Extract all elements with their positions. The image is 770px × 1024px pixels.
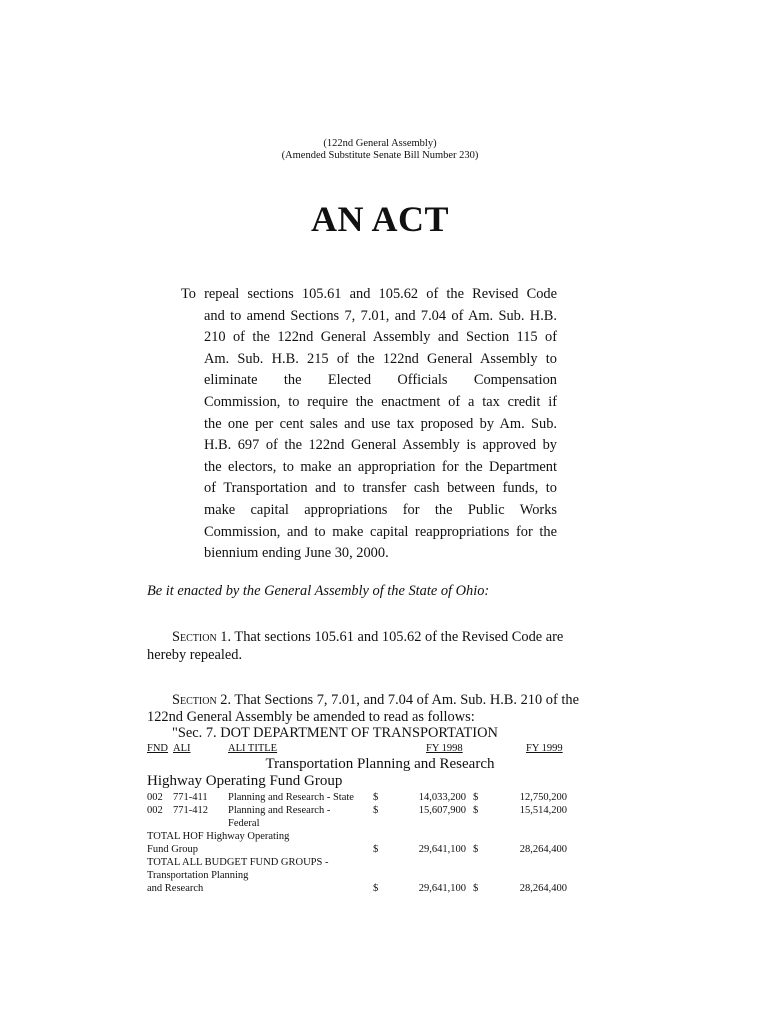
row-fy1998-value: 14,033,200 xyxy=(418,792,466,803)
row-ali: 771-412 xyxy=(173,805,208,816)
table-subheading: Transportation Planning and Research xyxy=(265,756,495,772)
row-fy1999-value: 15,514,200 xyxy=(519,805,567,816)
col-header-ali: ALI xyxy=(173,743,191,754)
row-currency: $ xyxy=(473,805,479,816)
total-currency: $ xyxy=(473,883,479,894)
act-purpose xyxy=(181,284,557,565)
act-title: AN ACT xyxy=(310,199,450,239)
row-currency: $ xyxy=(373,792,379,803)
total-all-label-cont: and Research xyxy=(147,883,204,894)
total-all-label-cont: Transportation Planning xyxy=(147,870,249,881)
col-header-ali-title: ALI TITLE xyxy=(228,743,278,754)
row-fy1998-value: 15,607,900 xyxy=(418,805,466,816)
purpose-line: H.B. 697 of the 122nd General Assembly is approved by xyxy=(204,437,557,454)
section-label: Section xyxy=(172,629,217,645)
row-currency: $ xyxy=(473,792,479,803)
purpose-line: make capital appropriations for the Public Works xyxy=(204,501,557,518)
purpose-line: and to amend Sections 7, 7.01, and 7.04 of Am. Sub. H.B. xyxy=(204,307,557,324)
total-currency: $ xyxy=(373,844,379,855)
total-hof-label: TOTAL HOF Highway Operating xyxy=(147,831,290,842)
row-fnd: 002 xyxy=(147,805,163,816)
total-all-label: TOTAL ALL BUDGET FUND GROUPS - xyxy=(147,857,329,868)
enacting-clause: Be it enacted by the General Assembly of the State of Ohio: xyxy=(147,583,490,599)
total-hof-fy1999: 28,264,400 xyxy=(519,844,567,855)
section-2-line2: 122nd General Assembly be amended to read as follows: xyxy=(147,709,475,725)
row-fnd: 002 xyxy=(147,792,163,803)
section-1-line1 xyxy=(172,629,563,646)
purpose-line: biennium ending June 30, 2000. xyxy=(204,545,389,562)
header-assembly: (122nd General Assembly) xyxy=(323,138,437,149)
total-all-fy1998: 29,641,100 xyxy=(418,883,466,894)
purpose-line: the one per cent sales and use tax proposed by Am. Sub. xyxy=(204,415,557,432)
purpose-line: Am. Sub. H.B. 215 of the 122nd General Assembly to xyxy=(204,350,557,367)
row-title: Planning and Research - xyxy=(228,805,331,816)
section-1-text: 1. That sections 105.61 and 105.62 of the Revised Code are xyxy=(216,629,564,645)
section-1-line2: hereby repealed. xyxy=(147,647,243,663)
total-currency: $ xyxy=(473,844,479,855)
total-all-fy1999: 28,264,400 xyxy=(519,883,567,894)
total-currency: $ xyxy=(373,883,379,894)
row-title: Planning and Research - State xyxy=(228,792,354,803)
row-title-cont: Federal xyxy=(228,818,260,829)
purpose-line: To repeal sections 105.61 and 105.62 of the Revised Code xyxy=(181,286,557,302)
total-hof-label-cont: Fund Group xyxy=(147,844,199,855)
row-fy1999-value: 12,750,200 xyxy=(519,792,567,803)
purpose-line: of Transportation and to transfer cash between funds, to xyxy=(204,480,557,497)
purpose-line: eliminate the Elected Officials Compensation xyxy=(204,372,557,389)
row-currency: $ xyxy=(373,805,379,816)
purpose-line: Commission, and to make capital reappropriations for the xyxy=(204,523,557,540)
total-hof-fy1998: 29,641,100 xyxy=(418,844,466,855)
section-2-line3: "Sec. 7. DOT DEPARTMENT OF TRANSPORTATION xyxy=(172,725,498,741)
section-2-line1 xyxy=(172,692,579,709)
purpose-line: 210 of the 122nd General Assembly and Section 115 of xyxy=(204,329,557,346)
header-bill-number: (Amended Substitute Senate Bill Number 230) xyxy=(281,150,479,161)
purpose-line: the electors, to make an appropriation for the Department xyxy=(204,458,557,475)
section-label: Section xyxy=(172,692,217,708)
row-ali: 771-411 xyxy=(173,792,208,803)
col-header-fy1998: FY 1998 xyxy=(426,743,463,754)
col-header-fy1999: FY 1999 xyxy=(526,743,563,754)
purpose-line: Commission, to require the enactment of a tax credit if xyxy=(204,393,557,410)
fund-group-heading: Highway Operating Fund Group xyxy=(147,773,343,789)
col-header-fnd: FND xyxy=(147,743,169,754)
section-2-text: 2. That Sections 7, 7.01, and 7.04 of Am. Sub. H.B. 210 of the xyxy=(216,692,579,708)
